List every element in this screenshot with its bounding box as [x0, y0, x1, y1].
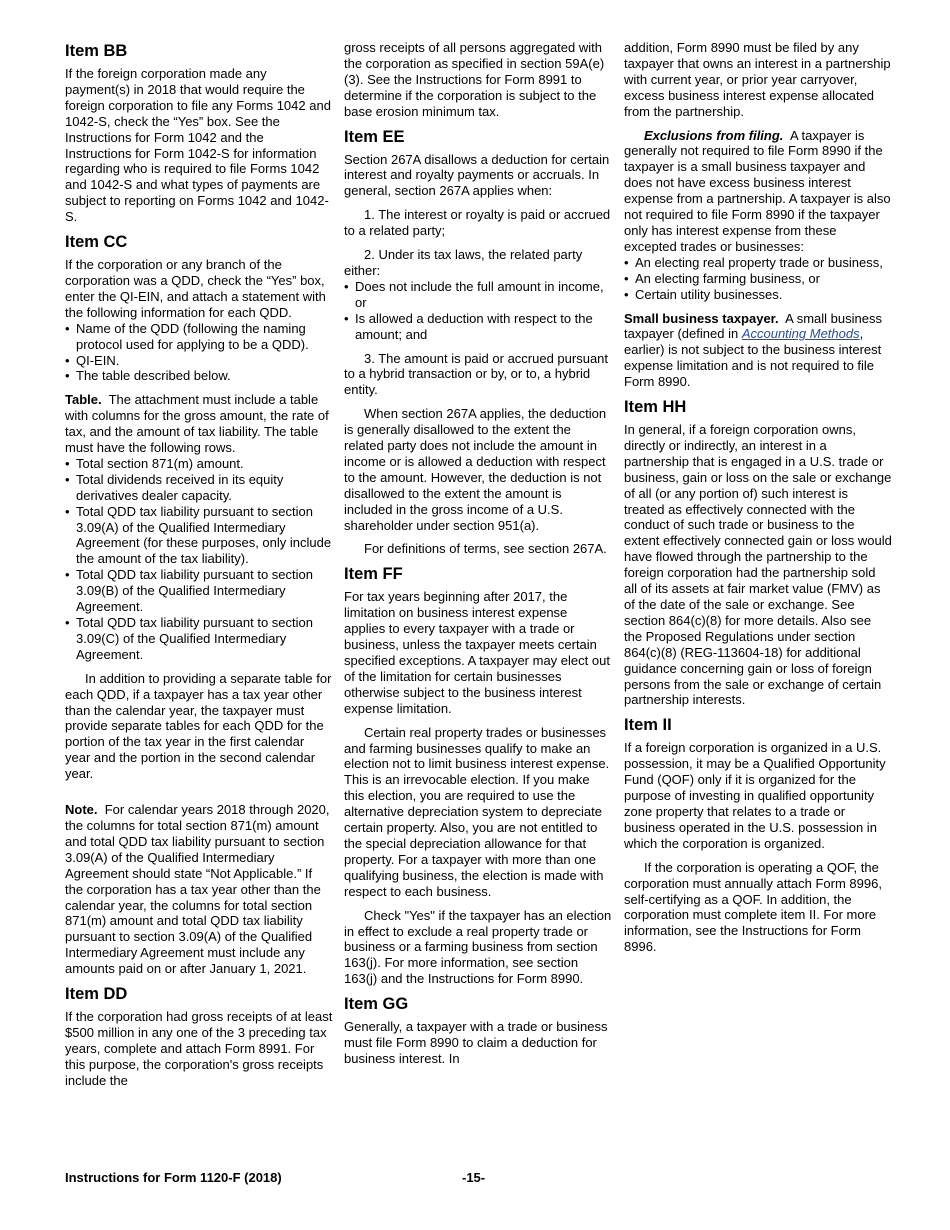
- footer-form-title: Instructions for Form 1120-F (2018): [65, 1170, 282, 1185]
- list-item: • The table described below.: [65, 368, 333, 384]
- table-paragraph: [65, 392, 333, 456]
- exclusions-label: Exclusions from filing.: [644, 127, 784, 143]
- small-business-paragraph: [624, 311, 892, 391]
- item-ee-point-1: 1. The interest or royalty is paid or accrued to a related party;: [344, 207, 611, 239]
- item-gg-text: Generally, a taxpayer with a trade or business must file Form 8990 to claim a deduction for business interest. In: [344, 1019, 608, 1066]
- item-gg-heading: Item GG: [344, 995, 409, 1014]
- item-ee-point-3: 3. The amount is paid or accrued pursuant to a hybrid transaction or by, or to, a hybrid entity.: [344, 350, 609, 398]
- item-dd-heading: Item DD: [65, 985, 128, 1004]
- item-dd-continued: gross receipts of all persons aggregated with the corporation as specified in section 59A(e)(3). See the Instructions for Form 8991 to determine if the corporation is subject to the base erosion minimum tax.: [344, 40, 605, 119]
- item-cc-text: If the corporation or any branch of the corporation was a QDD, check the “Yes” box, enter the QI-EIN, and attach a statement with the following information for each QDD.: [65, 257, 326, 320]
- item-ii-paragraph-2: If the corporation is operating a QOF, the corporation must annually attach Form 8996, self-certifying as a QOF. In addition, the corporation must complete item II. For more information, see the Instructions for Form 8996.: [624, 859, 882, 955]
- page-number: -15-: [462, 1170, 486, 1185]
- list-item: • Name of the QDD (following the naming protocol used for applying to be a QDD).: [65, 321, 333, 353]
- item-bb-heading: Item BB: [65, 42, 128, 60]
- note-text: For calendar years 2018 through 2020, the columns for total section 871(m) amount and total QDD tax liability pursuant to section 3.09(A) of the Qualified Intermediary Agreement should state “Not Applicable.” If the corporation has a tax year other than the calendar year, the columns for total section 871(m) amount and total QDD tax liability pursuant to section 3.09(A) of the Qualified Intermediary Agreement must include any amounts paid on or after January 1, 2021.: [65, 802, 330, 977]
- list-item: • An electing farming business, or: [624, 271, 892, 287]
- small-business-label: Small business taxpayer.: [624, 310, 779, 326]
- item-ee-text: Section 267A disallows a deduction for certain interest and royalty payments or accruals. In general, section 267A applies when:: [344, 151, 610, 199]
- item-cc-bullets: [65, 321, 333, 385]
- table-rows-list: [65, 456, 333, 663]
- accounting-methods-link[interactable]: Accounting Methods: [741, 326, 860, 342]
- item-ff-heading: Item FF: [344, 565, 403, 584]
- note-label: Note.: [65, 802, 98, 818]
- column-3: [624, 40, 892, 963]
- item-ee-point-2: 2. Under its tax laws, the related party either:: [344, 247, 583, 278]
- item-ee-heading: Item EE: [344, 127, 405, 146]
- list-item: • Total QDD tax liability pursuant to section 3.09(A) of the Qualified Intermediary Agreement (for these purposes, only include the amount of the tax liability).: [65, 504, 333, 568]
- item-gg-continued: addition, Form 8990 must be filed by any taxpayer that owns an interest in a partnership with current year, or prior year carryover, excess business interest expense allocated from the partnership.: [624, 40, 891, 119]
- list-item: • Is allowed a deduction with respect to the amount; and: [344, 311, 612, 343]
- list-item: • QI-EIN.: [65, 353, 333, 369]
- list-item: • Total QDD tax liability pursuant to section 3.09(C) of the Qualified Intermediary Agreement.: [65, 615, 333, 663]
- list-item: • Total dividends received in its equity derivatives dealer capacity.: [65, 472, 333, 504]
- item-hh-heading: Item HH: [624, 398, 687, 417]
- list-item: • Certain utility businesses.: [624, 287, 892, 303]
- item-ii-text: If a foreign corporation is organized in a U.S. possession, it may be a Qualified Opportunity Fund (QOF) only if it is organized for the purpose of investing in qualified opportunity zone property that relates to a trade or business operated in the U.S. possession in which the corporation is organized.: [624, 740, 886, 851]
- exclusions-paragraph: [624, 128, 892, 255]
- small-business-text-1: A small business taxpayer (defined in: [624, 310, 882, 342]
- item-cc-heading: Item CC: [65, 233, 128, 252]
- table-text: The attachment must include a table with columns for the gross amount, the rate of tax, and the amount of tax liability. The table must have the following rows.: [65, 392, 329, 456]
- exclusions-text: A taxpayer is generally not required to file Form 8990 if the taxpayer is a small business taxpayer and does not have excess business interest expense from a partnership. A taxpayer is also not required to file Form 8990 if the taxpayer only has interest expense from these excepted trades or businesses:: [624, 127, 891, 254]
- column-2: [344, 40, 612, 1075]
- item-ee-paragraph-2: When section 267A applies, the deduction is generally disallowed to the extent the related party does not include the amount in income or is allowed a deduction with respect to the amount. However, the deduction is not disallowed to the extent the amount is included in the gross income of a U.S. shareholder under section 951(a).: [344, 406, 607, 533]
- item-cc-paragraph-2: In addition to providing a separate table for each QDD, if a taxpayer has a tax year other than the calendar year, the taxpayer must provide separate tables for each QDD for the portion of the tax year in the first calendar year and the portion in the second calendar year.: [65, 670, 332, 782]
- item-bb-text: If the foreign corporation made any payment(s) in 2018 that would require the foreign corporation to file any Forms 1042 and 1042-S, check the “Yes” box. See the Instructions for Form 1042 and the Instructions for Form 1042-S for information regarding who is required to file Forms 1042 and 1042-S and what types of payments are subject to reporting on Forms 1042 and 1042-S.: [65, 66, 331, 225]
- small-business-text-2: , earlier) is not subject to the business interest expense limitation and is not required to file Form 8990.: [624, 326, 882, 390]
- list-item: • Total QDD tax liability pursuant to section 3.09(B) of the Qualified Intermediary Agreement.: [65, 567, 333, 615]
- item-ee-paragraph-3: For definitions of terms, see section 267A.: [364, 541, 607, 557]
- item-ee-bullets: [344, 279, 612, 343]
- item-ff-paragraph-3: Check "Yes" if the taxpayer has an election in effect to exclude a real property trade or business or a farming business from section 163(j). For more information, see section 163(j) and the Instructions for Form 8990.: [344, 907, 612, 987]
- item-ff-text: For tax years beginning after 2017, the limitation on business interest expense applies to every taxpayer with a trade or business, unless the taxpayer meets certain specified exceptions. A taxpayer may elect out of the limitation for certain businesses otherwise subject to the business interest expense limitation.: [344, 589, 610, 716]
- item-dd-text: If the corporation had gross receipts of at least $500 million in any one of the 3 preceding tax years, complete and attach Form 8991. For this purpose, the corporation's gross receipts include the: [65, 1009, 333, 1088]
- note-paragraph: [65, 802, 333, 977]
- column-1: [65, 40, 333, 1097]
- table-label: Table.: [65, 392, 102, 408]
- item-hh-text: In general, if a foreign corporation owns, directly or indirectly, an interest in a partnership that is engaged in a U.S. trade or business, gain or loss on the sale or exchange of all (or any portion of) such interest is treated as effectively connected with the conduct of such trade or business to the extent effectively connected gain or loss would have flowed through the partnership to the foreign corporation had the partnership sold all of its assets at fair market value (FMV) as of the date of the sale or exchange. See section 864(c)(8) for more details. Also see the Proposed Regulations under section 864(c)(8) (REG-113604-18) for additional guidance concerning gain or loss of foreign persons from the sale or exchange of certain partnership interests.: [624, 422, 892, 708]
- item-ff-paragraph-2: Certain real property trades or businesses and farming businesses qualify to make an election not to limit business interest expense. This is an irrevocable election. If you make this election, you are required to use the alternative depreciation system to depreciate certain property. Also, you are not entitled to the special depreciation allowance for that property. For a taxpayer with more than one qualifying business, the election is made with respect to each business.: [344, 724, 610, 899]
- list-item: • Does not include the full amount in income, or: [344, 279, 612, 311]
- exclusions-bullets: [624, 255, 892, 303]
- list-item: • Total section 871(m) amount.: [65, 456, 333, 472]
- item-ii-heading: Item II: [624, 716, 672, 735]
- list-item: • An electing real property trade or business,: [624, 255, 892, 271]
